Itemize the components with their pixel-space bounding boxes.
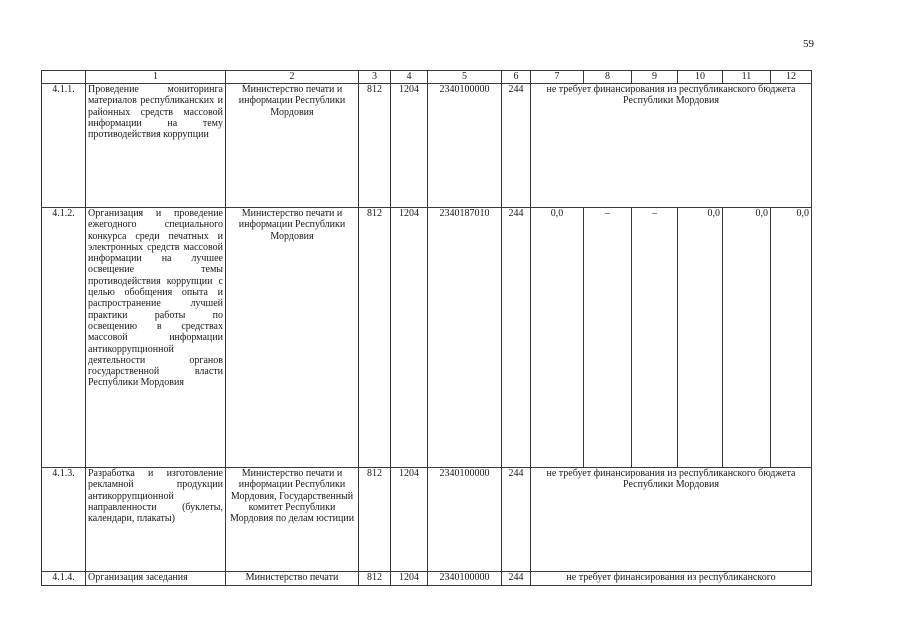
header-cell-12: 12	[771, 71, 812, 84]
header-cell-3: 3	[359, 71, 391, 84]
row-number: 4.1.2.	[42, 208, 86, 468]
amount-col-8: –	[584, 208, 632, 468]
activity-name: Проведение мониторинга материалов республиканских и районных средств массовой информации на тему противодействия коррупции	[86, 84, 226, 208]
financing-note: не требует финансирования из республиканского	[531, 572, 812, 586]
code-target: 2340187010	[428, 208, 502, 468]
code-section: 1204	[391, 208, 428, 468]
executor: Министерство печати и информации Республики Мордовия	[226, 84, 359, 208]
executor: Министерство печати	[226, 572, 359, 586]
page-number: 59	[803, 38, 814, 50]
header-cell-11: 11	[723, 71, 771, 84]
code-expense-type: 244	[502, 208, 531, 468]
row-number: 4.1.4.	[42, 572, 86, 586]
header-cell-7: 7	[531, 71, 584, 84]
table-row	[42, 208, 812, 468]
financing-note: не требует финансирования из республиканского бюджета Республики Мордовия	[531, 468, 812, 572]
code-expense-type: 244	[502, 84, 531, 208]
code-target: 2340100000	[428, 84, 502, 208]
row-number: 4.1.3.	[42, 468, 86, 572]
header-cell-9: 9	[632, 71, 678, 84]
activity-name: Разработка и изготовление рекламной продукции антикоррупционной направленности (буклеты, календари, плакаты)	[86, 468, 226, 572]
financing-note: не требует финансирования из республиканского бюджета Республики Мордовия	[531, 84, 812, 208]
header-cell-4: 4	[391, 71, 428, 84]
header-cell-5: 5	[428, 71, 502, 84]
code-section: 1204	[391, 468, 428, 572]
column-number-row	[42, 71, 812, 84]
code-target: 2340100000	[428, 572, 502, 586]
code-expense-type: 244	[502, 572, 531, 586]
code-target: 2340100000	[428, 468, 502, 572]
table-row	[42, 468, 812, 572]
amount-col-10: 0,0	[678, 208, 723, 468]
header-cell-10: 10	[678, 71, 723, 84]
table-row	[42, 572, 812, 586]
header-cell-8: 8	[584, 71, 632, 84]
code-expense-type: 244	[502, 468, 531, 572]
row-number: 4.1.1.	[42, 84, 86, 208]
executor: Министерство печати и информации Республики Мордовия	[226, 208, 359, 468]
header-cell-1: 1	[86, 71, 226, 84]
header-cell-6: 6	[502, 71, 531, 84]
code-section: 1204	[391, 572, 428, 586]
program-table	[41, 70, 812, 586]
activity-name: Организация и проведение ежегодного специального конкурса среди печатных и электронных средств массовой информации на лучшее освещение темы противодействия коррупции с целью обобщения опыта и распространение лучшей практики работы по освещению в средствах массовой информации антикоррупционной деятельности органов государственной власти Республики Мордовия	[86, 208, 226, 468]
activity-name: Организация заседания	[86, 572, 226, 586]
code-grbs: 812	[359, 468, 391, 572]
code-section: 1204	[391, 84, 428, 208]
code-grbs: 812	[359, 572, 391, 586]
header-cell-2: 2	[226, 71, 359, 84]
code-grbs: 812	[359, 84, 391, 208]
amount-col-7: 0,0	[531, 208, 584, 468]
amount-col-11: 0,0	[723, 208, 771, 468]
code-grbs: 812	[359, 208, 391, 468]
executor: Министерство печати и информации Республики Мордовия, Государственный комитет Республики Мордовия по делам юстиции	[226, 468, 359, 572]
amount-col-12: 0,0	[771, 208, 812, 468]
table-row	[42, 84, 812, 208]
amount-col-9: –	[632, 208, 678, 468]
header-cell-blank	[42, 71, 86, 84]
